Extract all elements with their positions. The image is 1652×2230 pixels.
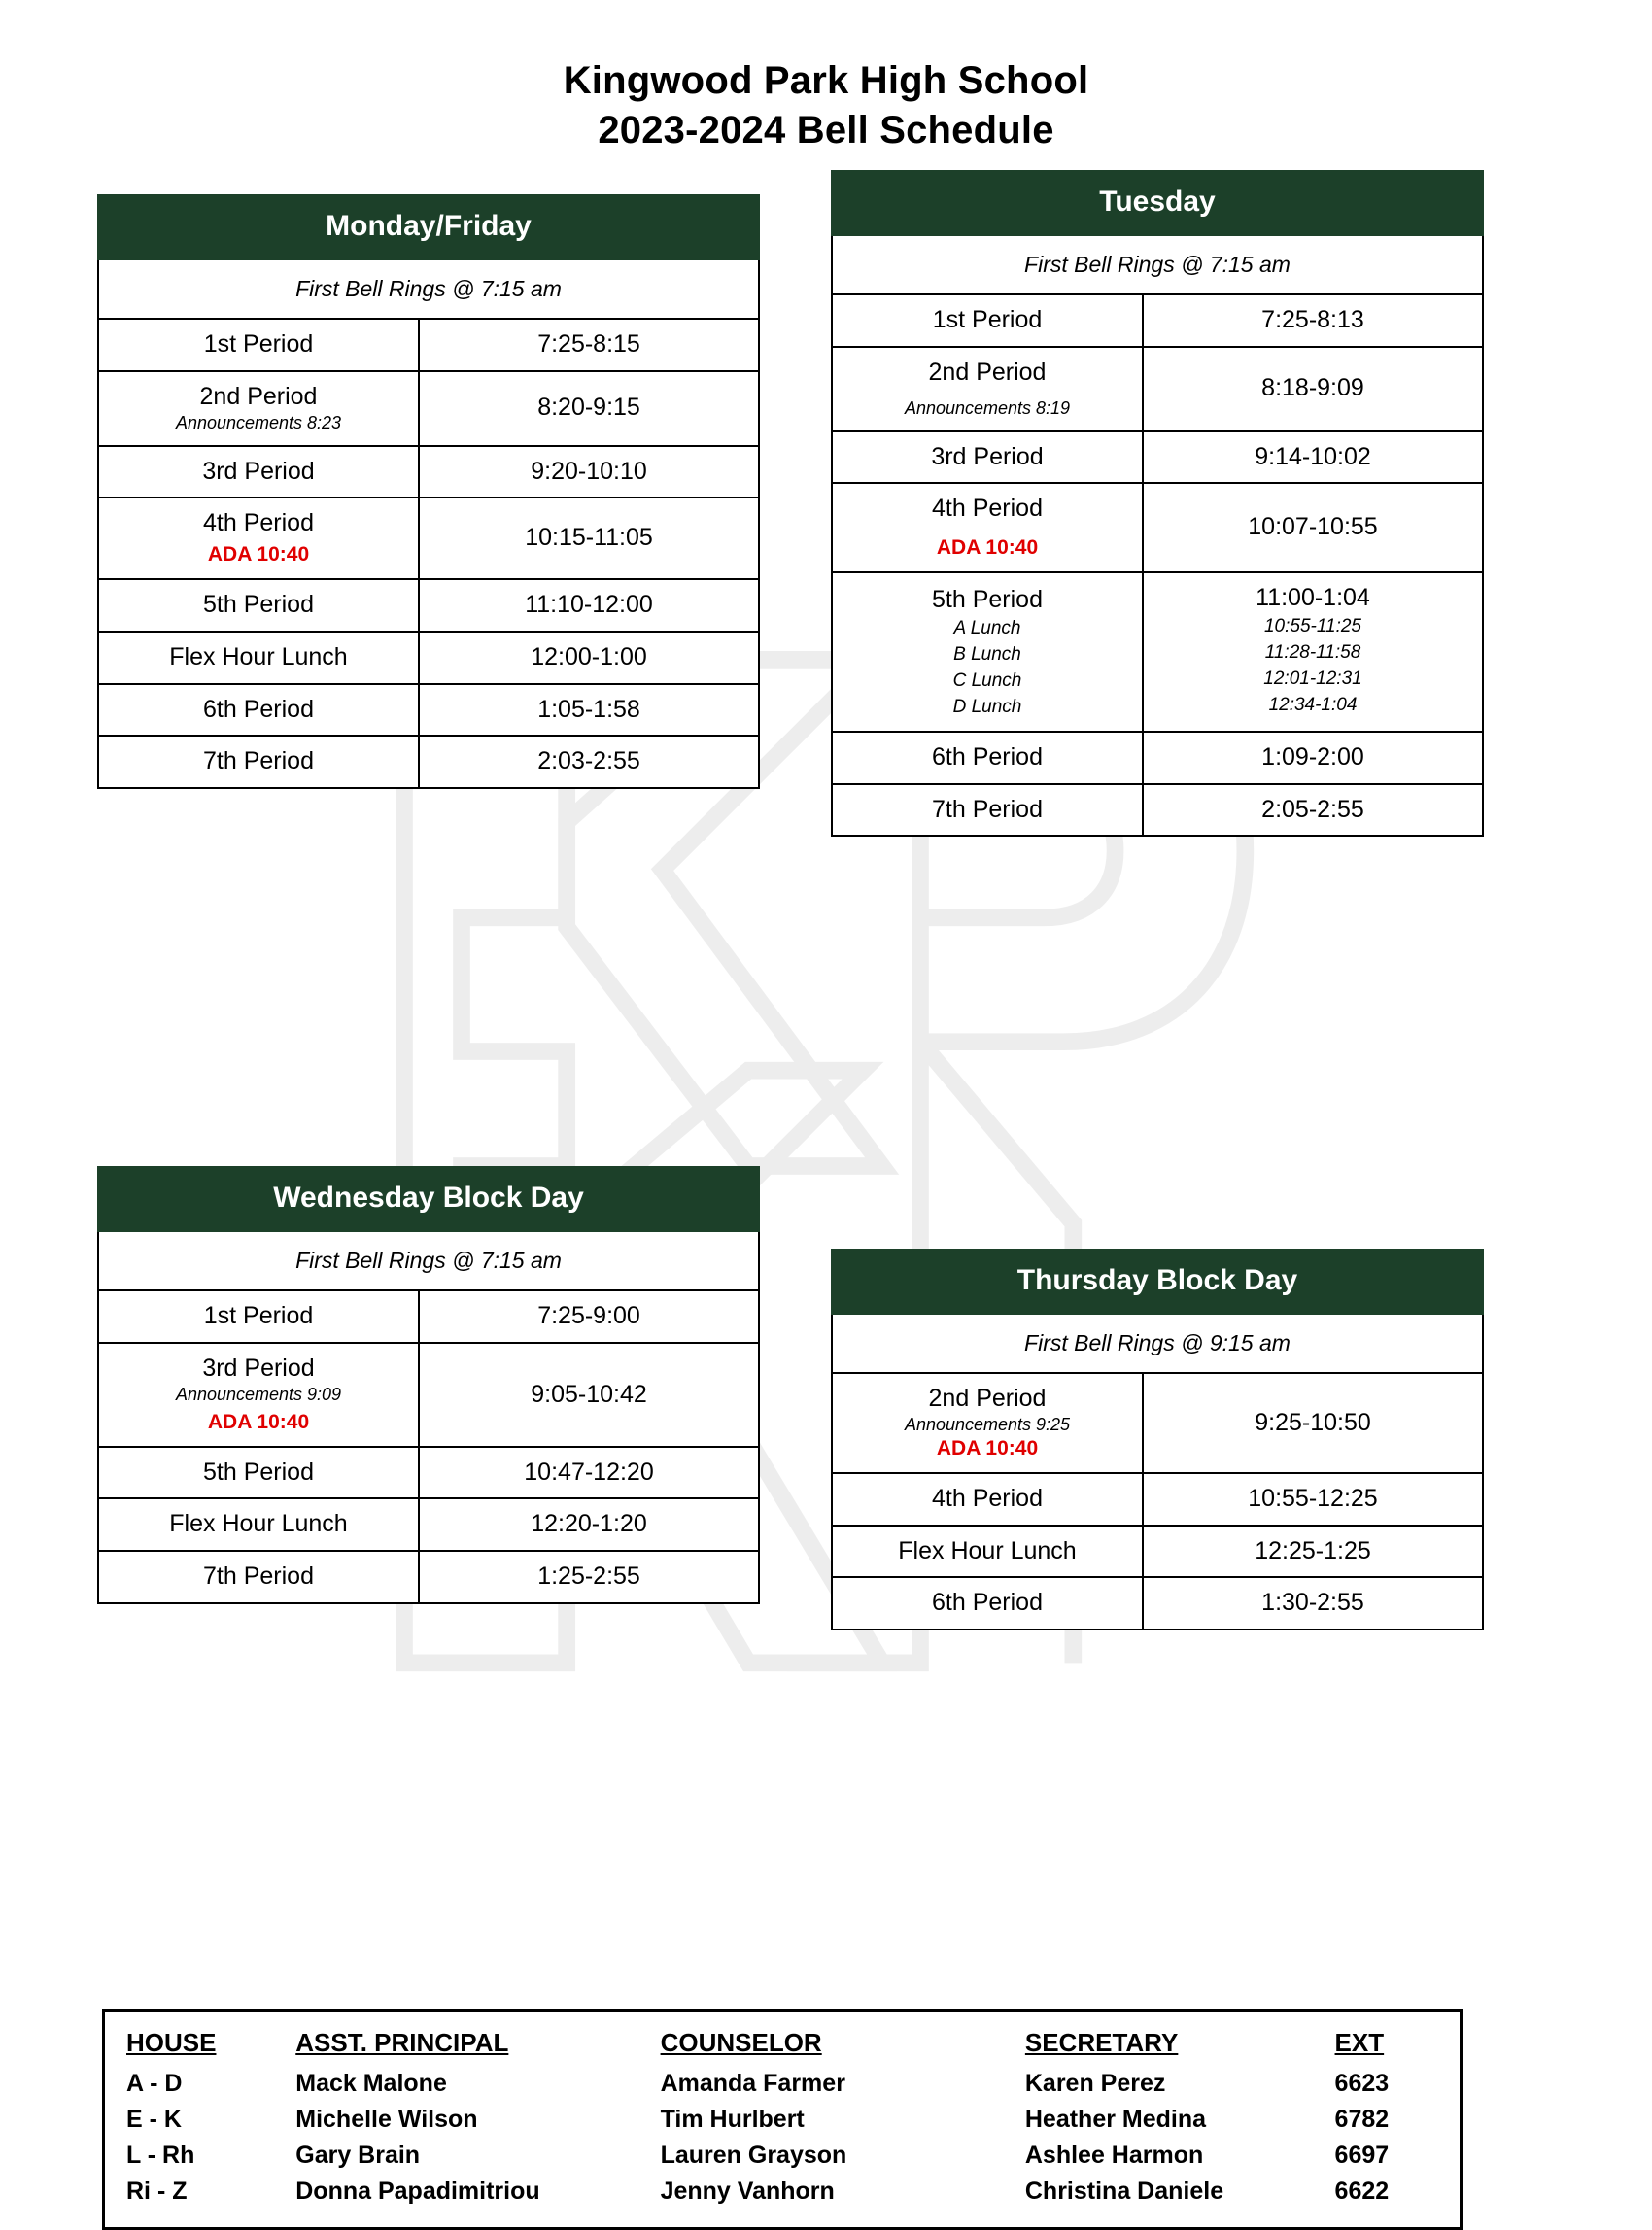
- ext-cell: 6623: [1334, 2070, 1390, 2098]
- period-label: 5th Period: [98, 1447, 419, 1499]
- table-row: [98, 446, 759, 498]
- period-time: 7:25-8:15: [419, 319, 759, 371]
- period-label-text: 2nd Period: [928, 1385, 1047, 1413]
- period-label: 3rd Period: [832, 431, 1143, 484]
- house-cell: A - D: [126, 2070, 183, 2098]
- schedule-thursday: [831, 1249, 1482, 1630]
- secretary-cell: Ashlee Harmon: [1024, 2142, 1204, 2170]
- period-time: 8:20-9:15: [419, 371, 759, 445]
- period-time: 8:18-9:09: [1143, 347, 1483, 430]
- first-bell-tuesday: First Bell Rings @ 7:15 am: [832, 235, 1483, 294]
- period-time: 1:30-2:55: [1143, 1577, 1483, 1630]
- page-title: [0, 0, 1652, 155]
- period-label: [832, 1373, 1143, 1473]
- period-label-text: 4th Period: [203, 509, 314, 537]
- period-time: 7:25-9:00: [419, 1290, 759, 1343]
- period-time: 1:25-2:55: [419, 1551, 759, 1603]
- table-row: [98, 632, 759, 684]
- period-time: 10:15-11:05: [419, 497, 759, 579]
- table-row: [832, 294, 1483, 347]
- period-label: 1st Period: [98, 1290, 419, 1343]
- period-label: 7th Period: [98, 1551, 419, 1603]
- period-label-text: 4th Period: [932, 495, 1043, 523]
- lunch-name: B Lunch: [953, 643, 1021, 665]
- table-row: [832, 483, 1483, 572]
- schedule-header-thursday: Thursday Block Day: [832, 1250, 1483, 1314]
- asst-principal-cell: Donna Papadimitriou: [295, 2178, 540, 2206]
- lunch-time: 12:01-12:31: [1263, 668, 1362, 689]
- ext-cell: 6622: [1334, 2178, 1390, 2206]
- period-label: 4th Period: [832, 1473, 1143, 1526]
- period-label: Flex Hour Lunch: [98, 632, 419, 684]
- period-time: 11:10-12:00: [419, 579, 759, 632]
- period-label: 3rd Period: [98, 446, 419, 498]
- secretary-cell: Karen Perez: [1024, 2070, 1166, 2098]
- title-line-2: 2023-2024 Bell Schedule: [598, 109, 1054, 153]
- table-row: [98, 684, 759, 737]
- table-row: [98, 1498, 759, 1551]
- house-cell: Ri - Z: [126, 2178, 188, 2206]
- house-cell: L - Rh: [126, 2142, 195, 2170]
- schedule-table-monday-friday: [97, 194, 760, 789]
- period-label: 6th Period: [832, 732, 1143, 784]
- secretary-cell: Heather Medina: [1024, 2106, 1207, 2134]
- table-row: [832, 431, 1483, 484]
- period-label: [98, 371, 419, 445]
- schedule-grid: [0, 186, 1652, 2206]
- period-time: [1143, 572, 1483, 732]
- schedule-table-wednesday: [97, 1166, 760, 1604]
- first-bell-monday-friday: First Bell Rings @ 7:15 am: [98, 259, 759, 319]
- announcements-note: Announcements 9:25: [904, 1415, 1071, 1435]
- announcements-note: Announcements 9:09: [175, 1384, 342, 1404]
- staff-directory-table: [126, 2026, 1438, 2210]
- schedule-wednesday: [97, 1166, 758, 1604]
- period-time: 1:09-2:00: [1143, 732, 1483, 784]
- period-time: 10:47-12:20: [419, 1447, 759, 1499]
- period-label: 1st Period: [98, 319, 419, 371]
- lunch-name: A Lunch: [953, 617, 1021, 638]
- ext-cell: 6697: [1334, 2142, 1390, 2170]
- period-time: 7:25-8:13: [1143, 294, 1483, 347]
- schedule-table-thursday: [831, 1249, 1484, 1630]
- table-row: [98, 1290, 759, 1343]
- period-time: 10:07-10:55: [1143, 483, 1483, 572]
- period-label: [832, 572, 1143, 732]
- ada-badge: ADA 10:40: [936, 536, 1039, 560]
- schedule-header-tuesday: Tuesday: [832, 171, 1483, 235]
- ext-cell: 6782: [1334, 2106, 1390, 2134]
- period-label: [98, 1343, 419, 1447]
- table-row: [126, 2138, 1438, 2174]
- table-row: [832, 784, 1483, 837]
- period-label-text: 2nd Period: [928, 359, 1047, 387]
- schedule-tuesday: [831, 170, 1482, 837]
- table-row: [98, 1343, 759, 1447]
- lunch-time-list: [1150, 614, 1476, 719]
- schedule-monday-friday: [97, 194, 758, 789]
- column-header-ext: EXT: [1334, 2028, 1385, 2058]
- table-row: [98, 736, 759, 788]
- table-row: [126, 2174, 1438, 2210]
- period-label-text: 3rd Period: [202, 1355, 315, 1383]
- period-label: 6th Period: [832, 1577, 1143, 1630]
- asst-principal-cell: Mack Malone: [295, 2070, 447, 2098]
- period-label: 5th Period: [98, 579, 419, 632]
- table-row: [832, 1577, 1483, 1630]
- column-header-counselor: COUNSELOR: [660, 2028, 822, 2058]
- table-row: [832, 1373, 1483, 1473]
- period-time: 9:05-10:42: [419, 1343, 759, 1447]
- table-row: [98, 1447, 759, 1499]
- counselor-cell: Jenny Vanhorn: [660, 2178, 835, 2206]
- staff-header-row: [126, 2026, 1438, 2066]
- lunch-name: D Lunch: [952, 696, 1022, 717]
- period-label-text: 2nd Period: [199, 383, 318, 411]
- period-label: 7th Period: [98, 736, 419, 788]
- period-label: [98, 497, 419, 579]
- first-bell-thursday: First Bell Rings @ 9:15 am: [832, 1314, 1483, 1373]
- lunch-name: C Lunch: [952, 669, 1022, 691]
- secretary-cell: Christina Daniele: [1024, 2178, 1224, 2206]
- counselor-cell: Amanda Farmer: [660, 2070, 845, 2098]
- period-label: Flex Hour Lunch: [98, 1498, 419, 1551]
- period-time: 2:05-2:55: [1143, 784, 1483, 837]
- period-time: 9:25-10:50: [1143, 1373, 1483, 1473]
- schedule-table-tuesday: [831, 170, 1484, 837]
- announcements-note: Announcements 8:19: [904, 397, 1071, 418]
- announcements-note: Announcements 8:23: [175, 412, 342, 432]
- period-label: 1st Period: [832, 294, 1143, 347]
- column-header-house: HOUSE: [126, 2028, 217, 2058]
- lunch-time: 12:34-1:04: [1268, 694, 1358, 715]
- lunch-name-list: [839, 616, 1136, 721]
- period-time-text: 11:00-1:04: [1256, 584, 1370, 612]
- staff-directory: [102, 2009, 1463, 2230]
- lunch-time: 11:28-11:58: [1264, 641, 1361, 663]
- lunch-time: 10:55-11:25: [1263, 615, 1361, 636]
- table-row: [126, 2066, 1438, 2102]
- period-label: 7th Period: [832, 784, 1143, 837]
- table-row: [98, 371, 759, 445]
- period-label-text: 5th Period: [932, 586, 1043, 614]
- table-row: [98, 497, 759, 579]
- period-label: [832, 483, 1143, 572]
- asst-principal-cell: Michelle Wilson: [295, 2106, 478, 2134]
- first-bell-wednesday: First Bell Rings @ 7:15 am: [98, 1231, 759, 1290]
- period-time: 9:14-10:02: [1143, 431, 1483, 484]
- table-row: [98, 319, 759, 371]
- period-label: 6th Period: [98, 684, 419, 737]
- period-time: 12:25-1:25: [1143, 1526, 1483, 1578]
- table-row: [832, 347, 1483, 430]
- ada-badge: ADA 10:40: [936, 1436, 1039, 1459]
- period-time: 10:55-12:25: [1143, 1473, 1483, 1526]
- table-row: [126, 2102, 1438, 2138]
- title-line-1: Kingwood Park High School: [563, 59, 1089, 102]
- schedule-header-wednesday: Wednesday Block Day: [98, 1167, 759, 1231]
- house-cell: E - K: [126, 2106, 182, 2134]
- table-row: [832, 732, 1483, 784]
- table-row: [832, 572, 1483, 732]
- table-row: [98, 1551, 759, 1603]
- column-header-asst-principal: ASST. PRINCIPAL: [295, 2028, 509, 2058]
- period-label: [832, 347, 1143, 430]
- counselor-cell: Tim Hurlbert: [660, 2106, 805, 2134]
- period-time: 2:03-2:55: [419, 736, 759, 788]
- period-time: 9:20-10:10: [419, 446, 759, 498]
- period-time: 12:00-1:00: [419, 632, 759, 684]
- column-header-secretary: SECRETARY: [1024, 2028, 1179, 2058]
- period-label: Flex Hour Lunch: [832, 1526, 1143, 1578]
- ada-badge: ADA 10:40: [207, 543, 310, 566]
- ada-badge: ADA 10:40: [207, 1410, 310, 1433]
- table-row: [832, 1526, 1483, 1578]
- period-time: 12:20-1:20: [419, 1498, 759, 1551]
- asst-principal-cell: Gary Brain: [295, 2142, 421, 2170]
- table-row: [98, 579, 759, 632]
- counselor-cell: Lauren Grayson: [660, 2142, 847, 2170]
- schedule-header-monday-friday: Monday/Friday: [98, 195, 759, 259]
- period-time: 1:05-1:58: [419, 684, 759, 737]
- table-row: [832, 1473, 1483, 1526]
